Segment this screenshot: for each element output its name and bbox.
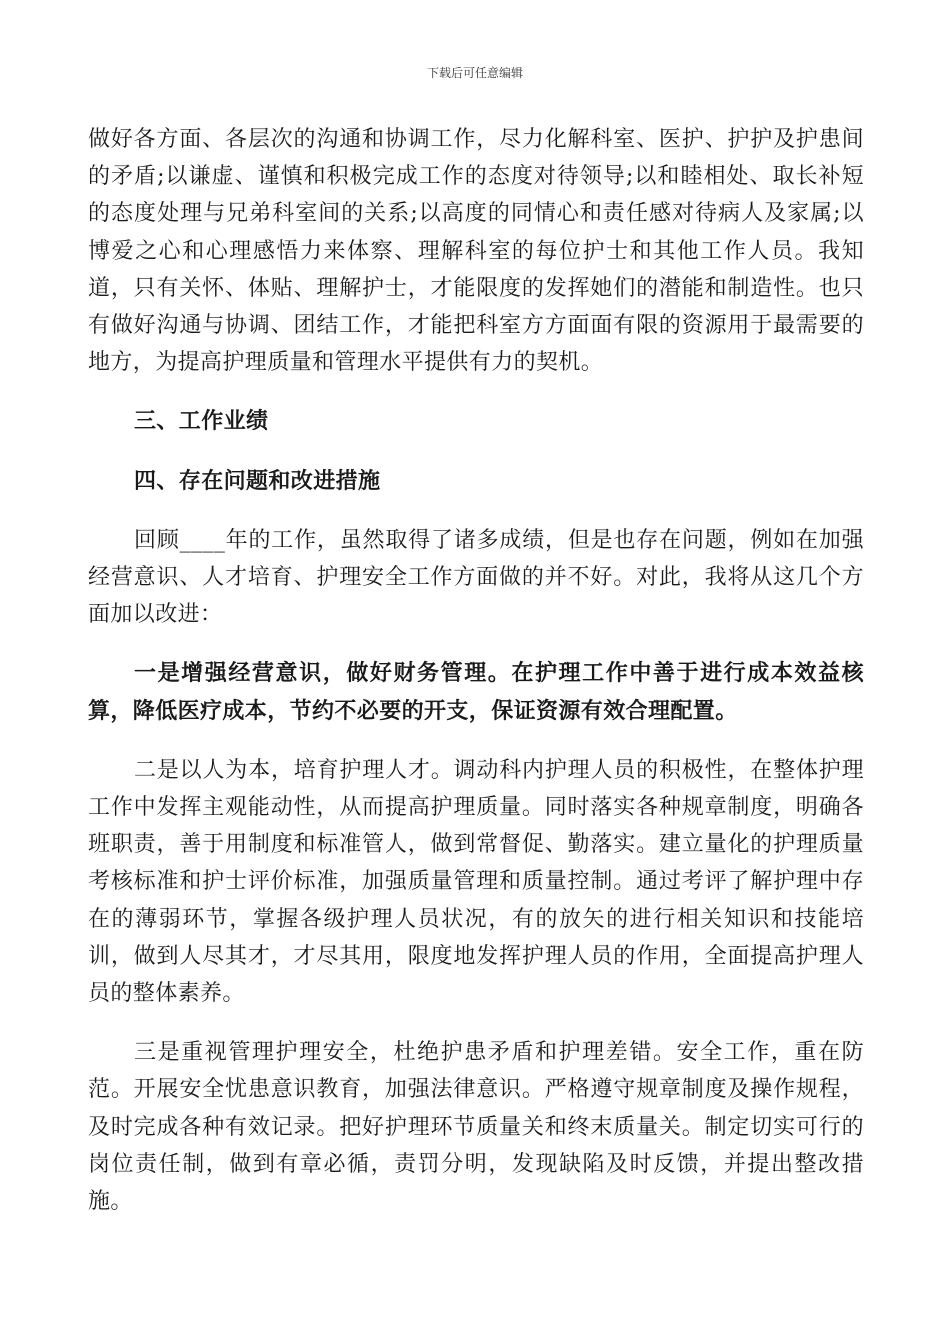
header-note: 下载后可任意编辑	[426, 66, 523, 80]
section-heading-achievements: 三、工作业绩	[134, 408, 269, 435]
paragraph-measure-one: 一是增强经营意识，做好财务管理。在护理工作中善于进行成本效益核算，降低医疗成本，节约不必要的开支，保证资源有效合理配置。	[88, 660, 864, 724]
paragraph-review: 回顾____年的工作，虽然取得了诸多成绩，但是也存在问题，例如在加强经营意识、人才培育、护理安全工作方面做的并不好。对此，我将从这几个方面加以改进：	[88, 527, 864, 628]
paragraph-measure-two: 二是以人为本，培育护理人才。调动科内护理人员的积极性，在整体护理工作中发挥主观能动性，从而提高护理质量。同时落实各种规章制度，明确各班职责，善于用制度和标准管人，做到常督促、勤落实。建立量化的护理质量考核标准和护士评价标准，加强质量管理和质量控制。通过考评了解护理中存在的薄弱环节，掌握各级护理人员状况，有的放矢的进行相关知识和技能培训，做到人尽其才，才尽其用，限度地发挥护理人员的作用，全面提高护理人员的整体素养。	[88, 757, 864, 1007]
paragraph-communication: 做好各方面、各层次的沟通和协调工作，尽力化解科室、医护、护护及护患间的矛盾;以谦虚、谨慎和积极完成工作的态度对待领导;以和睦相处、取长补短的态度处理与兄弟科室间的关系;以高度的同情心和责任感对待病人及家属;以博爱之心和心理感悟力来体察、理解科室的每位护士和其他工作人员。我知道，只有关怀、体贴、理解护士，才能限度的发挥她们的潜能和制造性。也只有做好沟通与协调、团结工作，才能把科室方方面面有限的资源用于最需要的地方，为提高护理质量和管理水平提供有力的契机。	[88, 127, 864, 376]
document-body	[88, 121, 864, 1220]
section-heading-problems: 四、存在问题和改进措施	[134, 467, 381, 494]
paragraph-measure-three: 三是重视管理护理安全，杜绝护患矛盾和护理差错。安全工作，重在防范。开展安全忧患意识教育，加强法律意识。严格遵守规章制度及操作规程，及时完成各种有效记录。把好护理环节质量关和终末质量关。制定切实可行的岗位责任制，做到有章必循，责罚分明，发现缺陷及时反馈，并提出整改措施。	[88, 1040, 864, 1215]
